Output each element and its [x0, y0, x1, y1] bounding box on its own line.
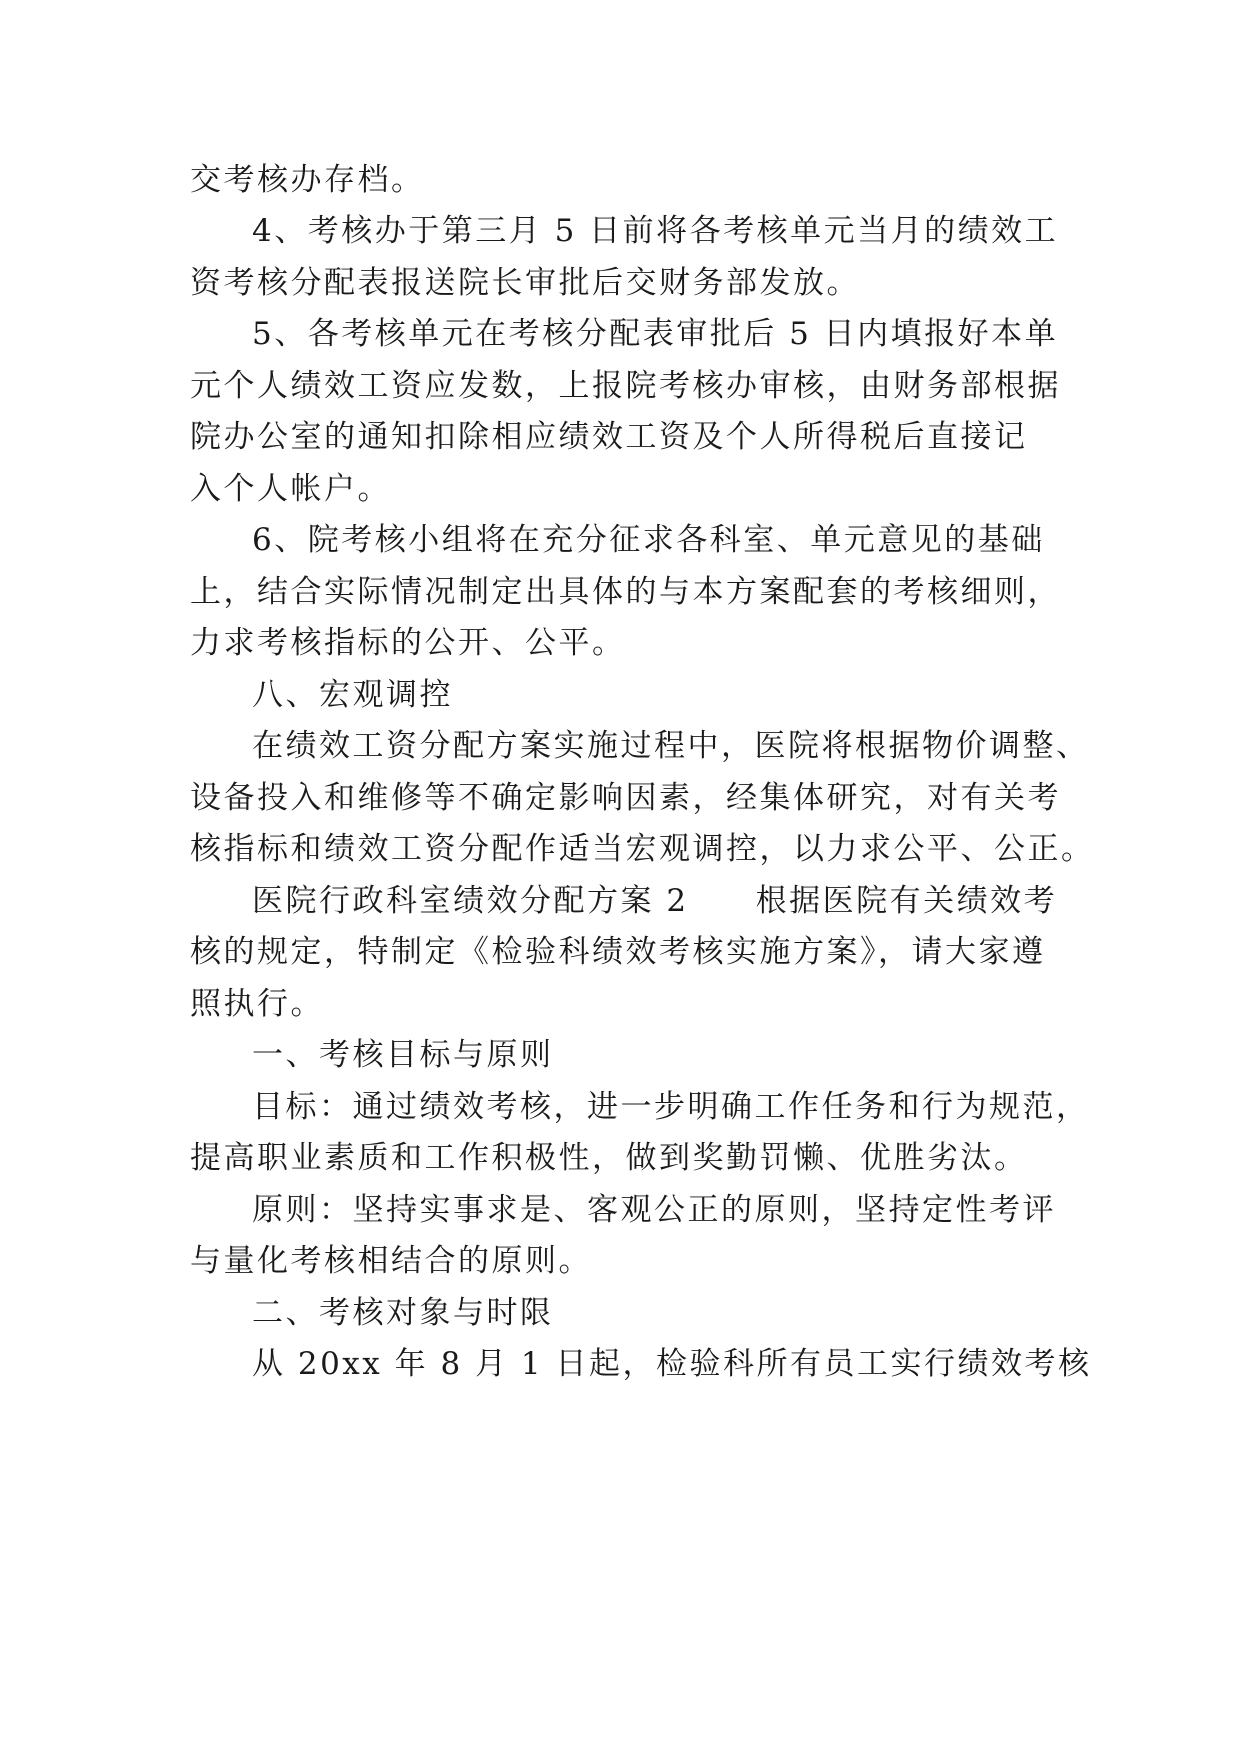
- text-line: 与量化考核相结合的原则。: [190, 1243, 592, 1279]
- text-line: 院办公室的通知扣除相应绩效工资及个人所得税后直接记: [190, 419, 1028, 455]
- text-line: 5、各考核单元在考核分配表审批后 5 日内填报好本单: [252, 316, 1059, 352]
- text-line: 提高职业素质和工作积极性，做到奖勤罚懒、优胜劣汰。: [190, 1140, 1028, 1176]
- section-heading: 八、宏观调控: [252, 677, 453, 713]
- text-line: 核的规定，特制定《检验科绩效考核实施方案》，请大家遵: [190, 934, 1046, 970]
- text-line: 元个人绩效工资应发数，上报院考核办审核，由财务部根据: [190, 368, 1061, 404]
- text-line: 从 20xx 年 8 月 1 日起，检验科所有员工实行绩效考核: [252, 1346, 1092, 1382]
- text-line: 入个人帐户。: [190, 471, 391, 507]
- section-heading: 一、考核目标与原则: [252, 1037, 554, 1073]
- text-line: 交考核办存档。: [190, 162, 425, 198]
- text-line: 医院行政科室绩效分配方案 2 根据医院有关绩效考: [252, 883, 1058, 919]
- text-line: 原则：坚持实事求是、客观公正的原则，坚持定性考评: [252, 1192, 1056, 1228]
- text-line: 照执行。: [190, 986, 324, 1022]
- text-line: 资考核分配表报送院长审批后交财务部发放。: [190, 265, 860, 301]
- text-line: 6、院考核小组将在充分征求各科室、单元意见的基础: [252, 522, 1045, 558]
- text-line: 在绩效工资分配方案实施过程中，医院将根据物价调整、: [252, 728, 1090, 764]
- text-line: 力求考核指标的公开、公平。: [190, 625, 626, 661]
- text-line: 4、考核办于第三月 5 日前将各考核单元当月的绩效工: [252, 213, 1059, 249]
- text-line: 核指标和绩效工资分配作适当宏观调控，以力求公平、公正。: [190, 831, 1095, 867]
- text-line: 目标：通过绩效考核，进一步明确工作任务和行为规范，: [252, 1089, 1090, 1125]
- text-line: 上，结合实际情况制定出具体的与本方案配套的考核细则，: [190, 574, 1061, 610]
- text-line: 设备投入和维修等不确定影响因素，经集体研究，对有关考: [190, 780, 1061, 816]
- section-heading: 二、考核对象与时限: [252, 1295, 554, 1331]
